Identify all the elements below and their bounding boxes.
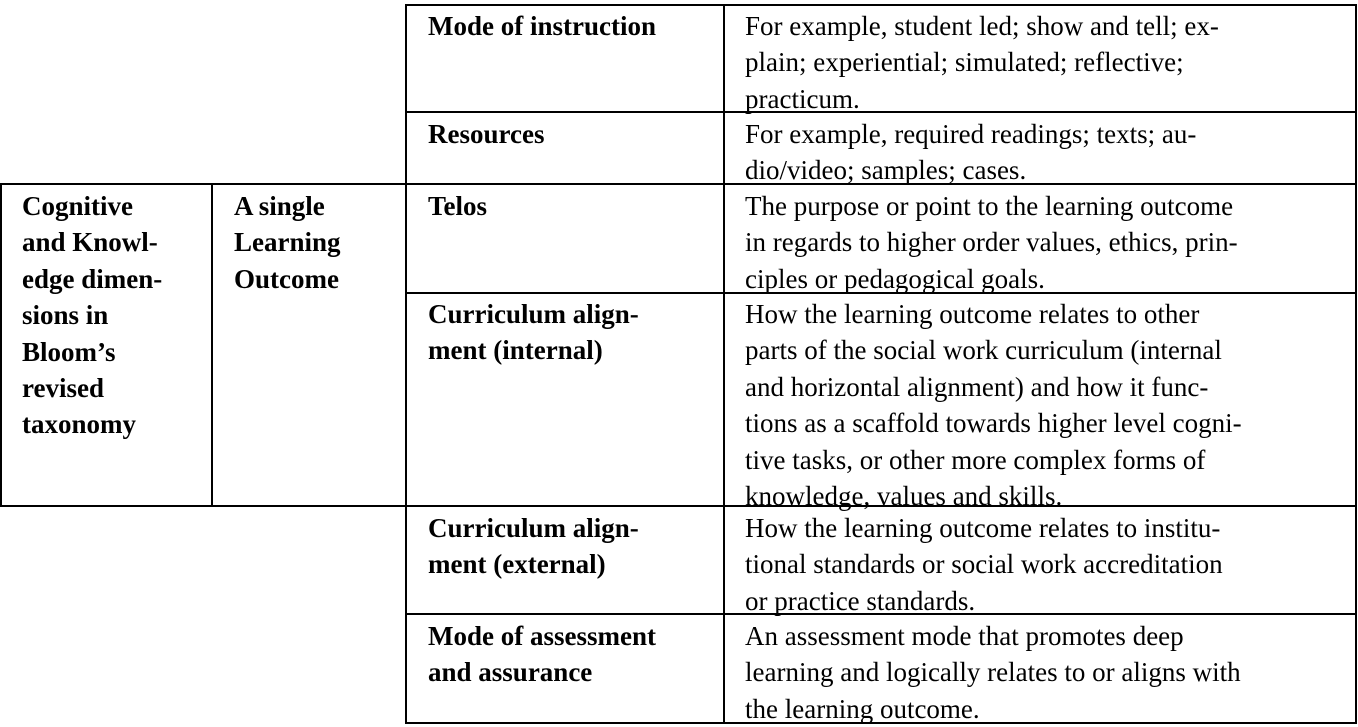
- row-description-curriculum-alignment-internal: How the learning outcome relates to other parts of the social work curriculum (internal and horizontal alignment) and how it func- tions as a scaffold towards higher level cogni- tive tasks, or other more complex forms of knowledge, values and skills.: [745, 299, 1242, 512]
- grid-line: [211, 183, 213, 506]
- row-description-telos: The purpose or point to the learning outcome in regards to higher order values, ethics, prin- ciples or pedagogical goals.: [745, 191, 1238, 294]
- row-description-mode-of-assessment: An assessment mode that promotes deep learning and logically relates to or aligns with the learning outcome.: [745, 621, 1241, 724]
- row-label-resources: Resources: [428, 119, 545, 149]
- row-label-curriculum-alignment-internal: Curriculum align- ment (internal): [428, 299, 639, 366]
- row-label-telos: Telos: [428, 191, 488, 221]
- outcome-label-cell: A single Learning Outcome: [234, 191, 341, 294]
- dimension-label-cell: Cognitive and Knowl- edge dimen- sions in Bloom’s revised taxonomy: [22, 191, 163, 440]
- row-description-curriculum-alignment-external: How the learning outcome relates to institu- tional standards or social work accreditation or practice standards.: [745, 513, 1223, 616]
- row-label-mode-of-instruction: Mode of instruction: [428, 11, 656, 41]
- grid-line: [0, 183, 2, 506]
- grid-line: [405, 4, 1357, 6]
- row-description-mode-of-instruction: For example, student led; show and tell; ex- plain; experiential; simulated; reflective; practicum.: [745, 11, 1219, 114]
- row-label-curriculum-alignment-external: Curriculum align- ment (external): [428, 513, 639, 580]
- row-description-resources: For example, required readings; texts; au- dio/video; samples; cases.: [745, 119, 1197, 186]
- row-label-mode-of-assessment: Mode of assessment and assurance: [428, 621, 656, 688]
